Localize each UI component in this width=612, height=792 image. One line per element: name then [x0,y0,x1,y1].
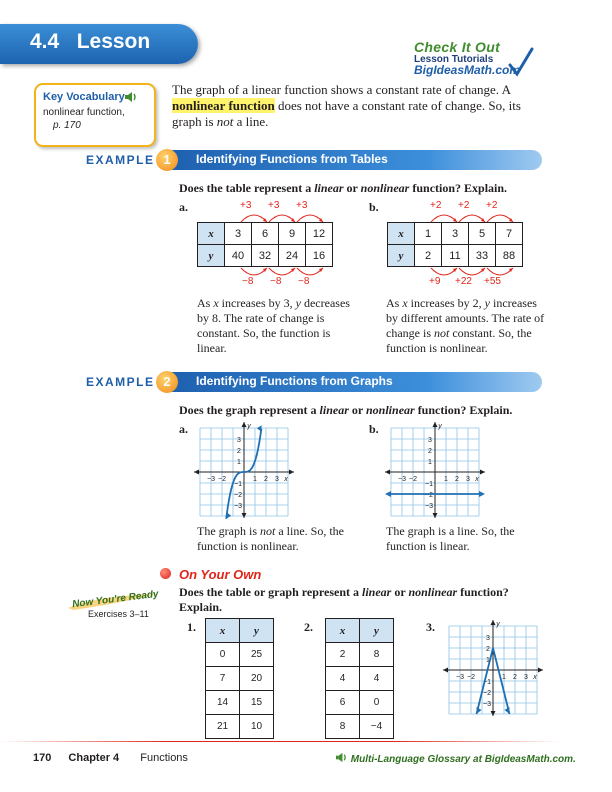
x-tick-label: 1 [253,476,257,483]
table-header: x [388,223,415,245]
now-youre-ready-badge[interactable] [66,588,166,626]
y-arrow [491,711,496,716]
x-tick-label: −2 [409,476,417,483]
x-arrow [194,470,199,475]
example-2-bar [162,372,542,392]
q1-text-3: function? Explain. [409,181,508,195]
x-arrow [385,470,390,475]
table-cell: 7 [206,667,240,691]
example-2-number: 2 [156,371,178,393]
not-word: not [433,326,450,340]
q2-linear: linear [319,403,349,417]
table-header: x [326,619,360,643]
table-cell: 21 [206,715,240,739]
line-arrow [385,491,391,497]
table-cell: 4 [360,667,394,691]
table-cell: 0 [360,691,394,715]
table-row [326,667,394,691]
page-number: 170 [33,752,52,764]
text: increases by different amounts. The rate of change is [386,296,545,340]
ex2a-explanation [197,524,357,554]
table-cell: 8 [326,715,360,739]
q1-linear: linear [314,181,344,195]
q2-text-3: function? Explain. [414,403,513,417]
q1-nonlinear: nonlinear [360,181,410,195]
intro-paragraph [172,82,552,130]
table-cell: 8 [360,643,394,667]
problem-3-number: 3. [426,620,435,634]
table-row [326,619,394,643]
table-cell: 11 [442,245,469,267]
table-cell: 5 [469,223,496,245]
example-1-bar [162,150,542,170]
y-arrow [242,513,247,518]
table-cell: 3 [225,223,252,245]
x-tick-label: 1 [502,674,506,681]
table-cell: 25 [240,643,274,667]
table-row [198,223,333,245]
table-row [326,691,394,715]
x-arrow [480,470,485,475]
table-cell: 40 [225,245,252,267]
line-arrow [479,491,485,497]
y-arrow [433,513,438,518]
y-tick-label: 1 [486,657,490,664]
x-tick-label: −3 [456,674,464,681]
ex1b-letter: b. [369,200,379,214]
table-cell: 12 [306,223,333,245]
y-tick-label: −3 [425,503,433,510]
example-1-number: 1 [156,149,178,171]
y-axis-label: y [496,621,500,628]
y-tick-label: 1 [428,459,432,466]
x-arrow [538,668,543,673]
table-cell: 3 [442,223,469,245]
example-2-title: Identifying Functions from Graphs [196,374,393,388]
ex1b-bottom-diff: +9 [429,276,441,287]
table-cell: −4 [360,715,394,739]
x-axis-label: x [533,674,537,681]
table-cell: 9 [279,223,306,245]
table-cell: 24 [279,245,306,267]
on-your-own-title: On Your Own [179,567,262,582]
y-arrow [242,422,247,427]
vocab-term[interactable]: nonlinear function, [43,107,125,118]
ex2b-letter: b. [369,422,379,436]
checkmark-icon [508,47,534,77]
ex1a-bottom-diff: −8 [270,276,282,287]
table-cell: 6 [252,223,279,245]
table-cell: 0 [206,643,240,667]
table-cell: 14 [206,691,240,715]
graph-3 [441,618,545,718]
exercises-ref[interactable]: Exercises 3–11 [88,609,149,619]
speaker-icon[interactable] [124,91,138,103]
y-tick-label: 2 [486,646,490,653]
table-row [206,691,274,715]
example-2-label: EXAMPLE [86,375,155,389]
table-row [388,223,523,245]
table-cell: 32 [252,245,279,267]
ex1b-explanation [386,296,546,356]
red-dot-icon [160,568,171,579]
table-header: y [388,245,415,267]
table-row [206,667,274,691]
ex1b-top-diff: +2 [430,200,442,211]
y-tick-label: 1 [237,459,241,466]
q1-text-2: or [343,181,361,195]
table-row [206,715,274,739]
footer-rule [0,741,560,742]
ex1b-bottom-diff: +55 [484,276,501,287]
table-cell: 16 [306,245,333,267]
text: or [391,585,409,599]
x-tick-label: 1 [444,476,448,483]
key-vocabulary-box [34,83,156,147]
text: increases by 3, [218,296,296,310]
y-tick-label: 3 [486,635,490,642]
bigideasmath-text: BigIdeasMath.com [414,63,521,77]
x-tick-label: 2 [513,674,517,681]
var: y [484,296,490,310]
chapter-label: Chapter 4 [68,752,120,764]
text: The graph is [197,524,260,538]
table-header: x [198,223,225,245]
ex2b-explanation: The graph is a line. So, the function is linear. [386,524,515,553]
y-arrow [433,422,438,427]
ex1b-top-diff: +2 [486,200,498,211]
q2-nonlinear: nonlinear [366,403,415,417]
table-row [326,643,394,667]
y-tick-label: −1 [425,481,433,488]
footer [33,752,188,764]
graph-2a [192,420,296,520]
table-row [326,715,394,739]
problem-1-table [205,618,274,739]
y-tick-label: −2 [483,690,491,697]
ex1a-letter: a. [179,200,188,214]
check-it-out-logo[interactable] [414,39,534,79]
nonlinear-function-term: nonlinear function [172,98,275,113]
table-header: y [360,619,394,643]
not-word: not [259,524,276,538]
table-cell: 1 [415,223,442,245]
ex1b-table [387,222,523,267]
ex1b-bottom-diff: +22 [455,276,472,287]
table-cell: 88 [496,245,523,267]
intro-text-2: does not have a constant rate of change. So, its graph is [172,98,521,129]
vocab-page-ref: p. 170 [53,120,81,131]
graph-2b [383,420,487,520]
table-cell: 2 [415,245,442,267]
on-your-own-question [179,585,539,615]
line-arrow [505,707,510,714]
q2-text-1: Does the graph represent a [179,403,320,417]
glossary-text: Multi-Language Glossary at BigIdeasMath.com. [350,754,576,765]
text: As [197,296,214,310]
table-cell: 7 [496,223,523,245]
problem-2-table [325,618,394,739]
y-arrow [491,620,496,625]
table-cell: 33 [469,245,496,267]
x-tick-label: −3 [207,476,215,483]
intro-text-3: a line. [233,114,269,129]
x-tick-label: 3 [524,674,528,681]
x-tick-label: −2 [467,674,475,681]
ex1a-top-diff: +3 [240,200,252,211]
table-row [206,643,274,667]
ex1b-top-diff: +2 [458,200,470,211]
table-cell: 4 [326,667,360,691]
y-tick-label: −1 [483,679,491,686]
table-row [198,245,333,267]
example-1-title: Identifying Functions from Tables [196,152,388,166]
y-tick-label: 3 [237,437,241,444]
example-1-label: EXAMPLE [86,153,155,167]
y-tick-label: 2 [237,448,241,455]
y-tick-label: 2 [428,448,432,455]
now-youre-ready-text: Now You're Ready [71,588,160,611]
y-axis-label: y [438,423,442,430]
glossary-link[interactable] [335,752,576,765]
ex1a-table [197,222,333,267]
check-it-out-text: Check It Out [414,39,501,55]
example-2-question [179,403,512,418]
ex1a-bottom-diff: −8 [242,276,254,287]
intro-not-word: not [216,114,234,129]
ex1a-explanation [197,296,357,356]
ex1a-bottom-diff: −8 [298,276,310,287]
table-cell: 15 [240,691,274,715]
lesson-tutorials-text: Lesson Tutorials [414,54,494,65]
chapter-title: Functions [140,752,188,764]
x-tick-label: 3 [275,476,279,483]
problem-1-number: 1. [187,620,196,634]
lesson-banner [0,24,198,64]
line-arrow [477,707,482,714]
key-vocabulary-title: Key Vocabulary [43,91,125,103]
y-tick-label: −3 [234,503,242,510]
text: a line. So, the function is nonlinear. [197,524,344,553]
table-cell: 10 [240,715,274,739]
table-row [388,245,523,267]
x-tick-label: −3 [398,476,406,483]
problem-2-number: 2. [304,620,313,634]
lesson-title: 4.4 Lesson [30,30,151,53]
nonlinear-word: nonlinear [408,585,458,599]
intro-text-1: The graph of a linear function shows a constant rate of change. A [172,82,511,97]
x-tick-label: 2 [455,476,459,483]
y-tick-label: −1 [234,481,242,488]
table-header: y [198,245,225,267]
example-1-question [179,181,507,196]
x-axis-label: x [475,476,479,483]
text: decreases by 8. The rate of change is constant. So, the function is linear. [197,296,350,355]
x-axis-label: x [284,476,288,483]
text: increases by 2, [407,296,485,310]
text: As [386,296,403,310]
table-cell: 2 [326,643,360,667]
linear-word: linear [361,585,392,599]
q1-text-1: Does the table represent a [179,181,315,195]
ex2a-letter: a. [179,422,188,436]
table-cell: 6 [326,691,360,715]
x-tick-label: −2 [218,476,226,483]
x-tick-label: 3 [466,476,470,483]
table-header: x [206,619,240,643]
x-arrow [443,668,448,673]
y-tick-label: −3 [483,701,491,708]
table-header: y [240,619,274,643]
var: x [213,296,219,310]
text: Does the table or graph represent a [179,585,362,599]
x-arrow [289,470,294,475]
y-tick-label: −2 [425,492,433,499]
q2-text-2: or [348,403,366,417]
ex1a-top-diff: +3 [268,200,280,211]
y-axis-label: y [247,423,251,430]
var: x [402,296,408,310]
table-cell: 20 [240,667,274,691]
text: function? Explain. [179,585,509,614]
x-tick-label: 2 [264,476,268,483]
var: y [295,296,301,310]
y-tick-label: 3 [428,437,432,444]
speaker-icon [335,752,348,763]
table-row [206,619,274,643]
ex1a-top-diff: +3 [296,200,308,211]
text: constant. So, the function is nonlinear. [386,326,532,355]
y-tick-label: −2 [234,492,242,499]
